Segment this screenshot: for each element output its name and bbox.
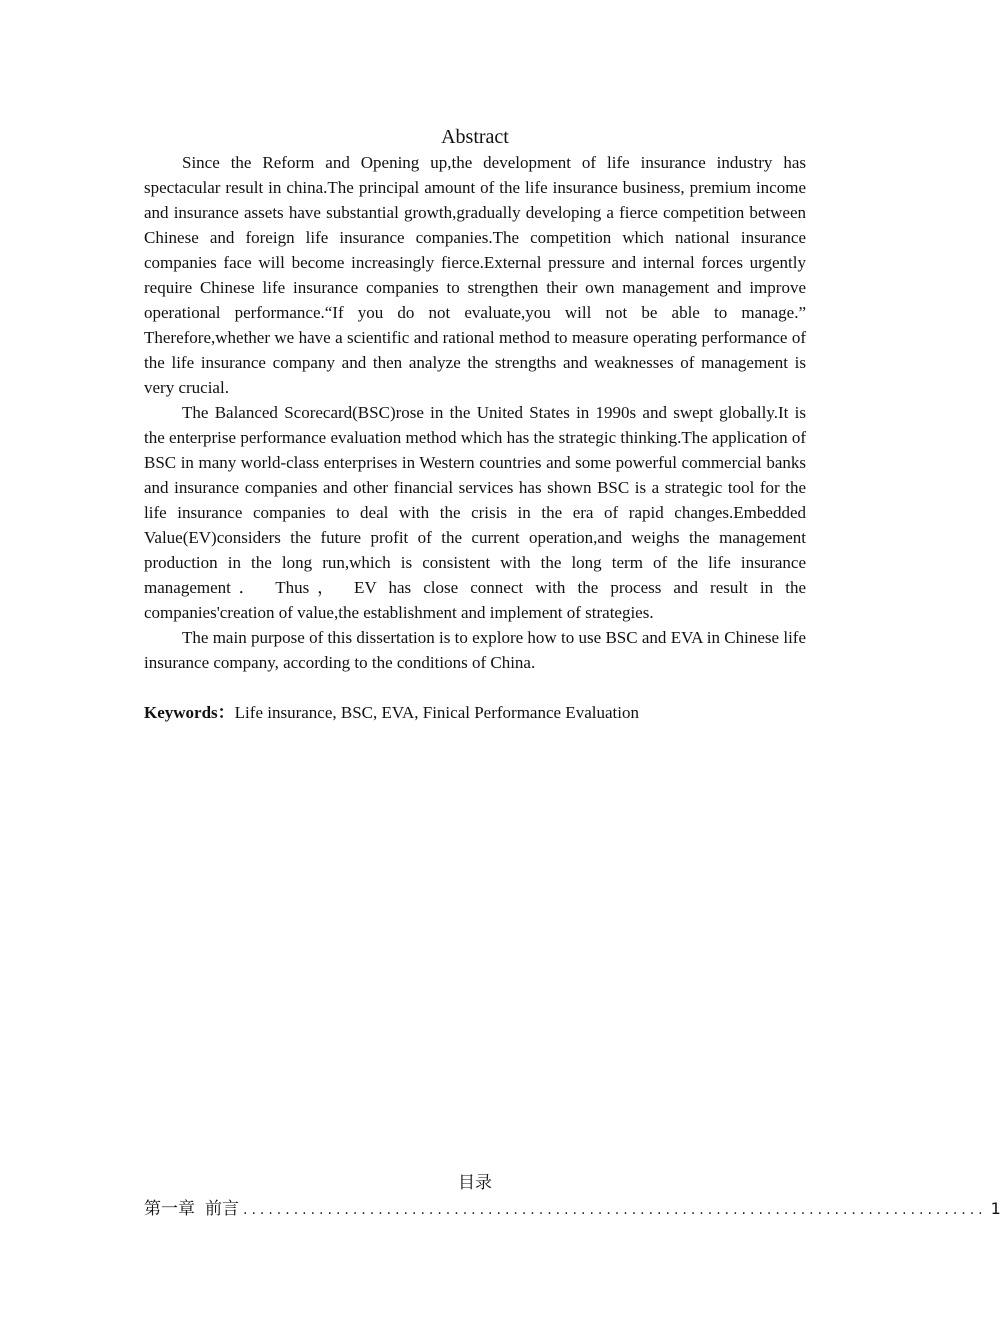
toc-chapter-name: 前言 — [205, 1199, 239, 1219]
toc-page-number: 1 — [990, 1199, 1001, 1218]
abstract-paragraph: Since the Reform and Opening up,the development of life insurance industry has spectacular result in china.The principal amount of the life insurance business, premium income and insurance assets have substantial growth,gradually developing a fierce competition between Chinese and foreign life insurance companies.The competition which national insurance companies face will become increasingly fierce.External pressure and internal forces urgently require Chinese life insurance companies to strengthen their own management and improve operational performance.“If you do not evaluate,you will not be able to manage.” Therefore,whether we have a scientific and rational method to measure operating performance of the life insurance company and then analyze the strengths and weaknesses of management is very crucial. — [144, 153, 806, 397]
abstract-title: Abstract — [441, 126, 509, 148]
toc-title: 目录 — [458, 1173, 492, 1193]
keywords-line — [144, 700, 806, 725]
keywords-text: Life insurance, BSC, EVA, Finical Performance Evaluation — [234, 703, 639, 722]
table-of-contents — [144, 1170, 1001, 1223]
toc-dot-leader: ........................................................................................ — [243, 1202, 987, 1218]
abstract-paragraph: The main purpose of this dissertation is to explore how to use BSC and EVA in Chinese life insurance company, according to the conditions of China. — [144, 628, 806, 672]
abstract-section — [144, 124, 806, 725]
toc-chapter-number: 第一章 — [144, 1199, 195, 1219]
toc-entry[interactable] — [144, 1196, 1001, 1223]
keywords-label: Keywords： — [144, 703, 235, 722]
abstract-paragraph: The Balanced Scorecard(BSC)rose in the United States in 1990s and swept globally.It is the enterprise performance evaluation method which has the strategic thinking.The application of BSC in many world-class enterprises in Western countries and some powerful commercial banks and insurance companies and other financial services has shown BSC is a strategic tool for the life insurance companies to deal with the crisis in the era of rapid changes.Embedded Value(EV)considers the future profit of the current operation,and weighs the management production in the long run,which is consistent with the long term of the life insurance management． Thus， EV has close connect with the process and result in the companies'creation of value,the establishment and implement of strategies. — [144, 403, 806, 622]
